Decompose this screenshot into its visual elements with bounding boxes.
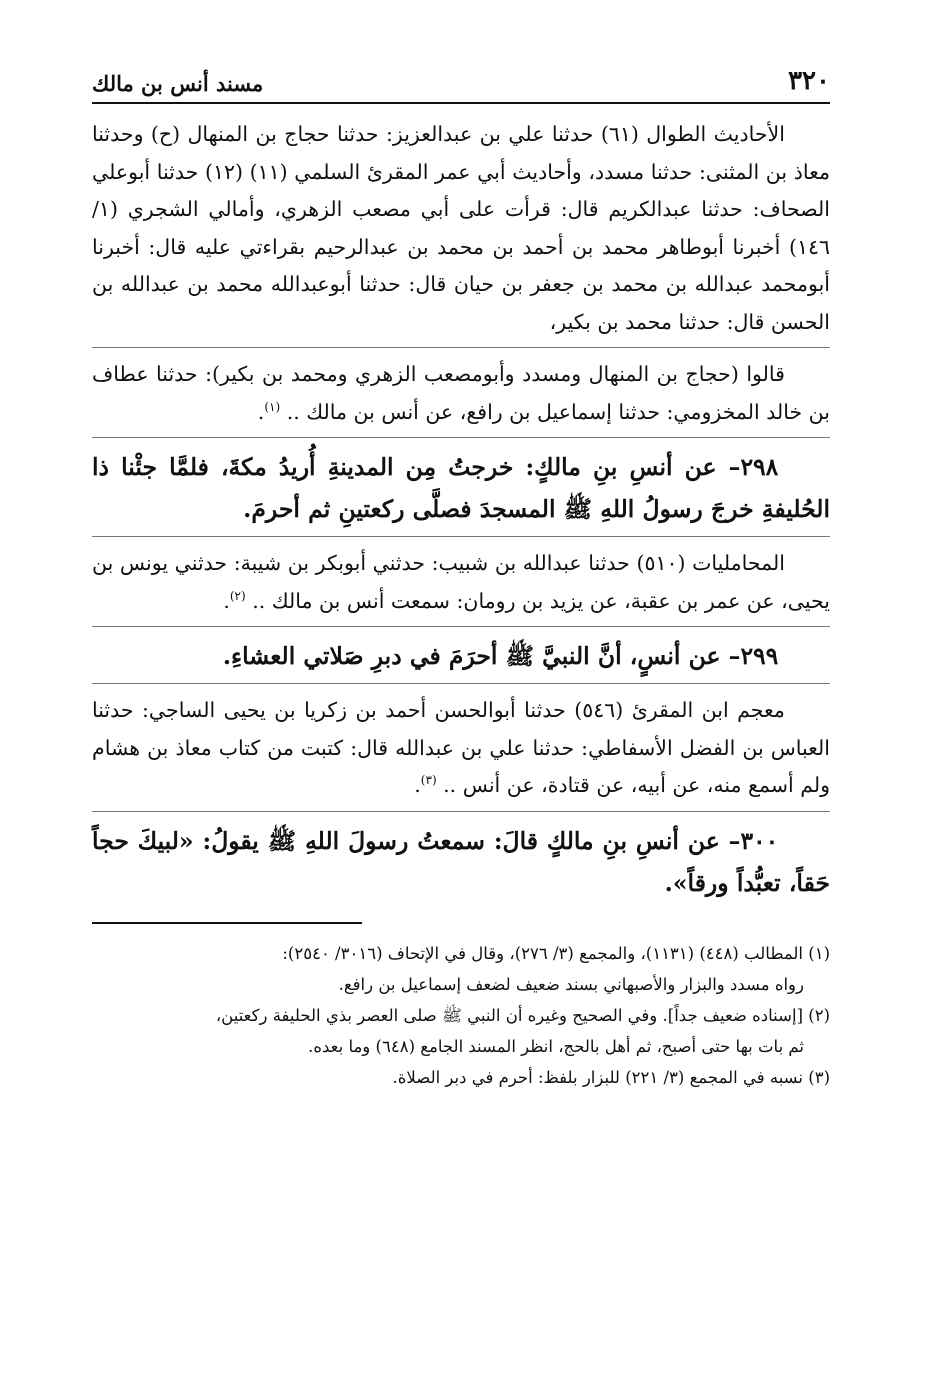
period: . — [414, 773, 421, 797]
paragraph-separator — [92, 347, 830, 348]
paragraph-separator — [92, 626, 830, 627]
chain-paragraph — [92, 356, 830, 431]
page-number: ٣٢٠ — [788, 66, 830, 96]
footnote-marker: (٣) — [420, 773, 437, 788]
footnote-marker: (١) — [264, 399, 281, 414]
source-text: معجم ابن المقرئ (٥٤٦) حدثنا أبوالحسن أحمد بن زكريا بن يحيى الساجي: حدثنا العباس بن الفضل الأسفاطي: حدثنا علي بن عبدالله قال: كتبت من كتاب معاذ بن هشام ولم أسمع منه، عن أبيه، عن قتادة، عن أنس .. — [92, 698, 830, 797]
footnote-rule — [92, 922, 362, 924]
footnote-line: (١) المطالب (٤٤٨) (١١٣١)، والمجمع (٣/ ٢٧٦)، وقال في الإتحاف (٣٠١٦/ ٢٥٤٠): — [282, 943, 830, 963]
chain-paragraph: الأحاديث الطوال (٦١) حدثنا علي بن عبدالعزيز: حدثنا حجاج بن المنهال (ح) وحدثنا معاذ بن المثنى: حدثنا مسدد، وأحاديث أبي عمر المقرئ السلمي (١١) (١٢) حدثنا أبوعلي الصحاف: حدثنا عبدالكريم قال: قرأت على أبي مصعب الزهري، وأمالي الشجري (١/ ١٤٦) أخبرنا أبوطاهر محمد بن أحمد بن محمد بن عبدالرحيم بقراءتي عليه قال: أخبرنا أبومحمد عبدالله بن محمد بن جعفر بن حيان قال: حدثنا أبوعبدالله محمد بن عبدالله بن الحسن قال: حدثنا محمد بن بكير، — [92, 122, 830, 334]
paragraph-separator — [92, 811, 830, 812]
paragraph-separator — [92, 536, 830, 537]
period: . — [257, 399, 265, 424]
hadith-text: ٣٠٠– عن أنسِ بنِ مالكٍ قالَ: سمعتُ رسولَ اللهِ ﷺ يقولُ: «لبيكَ حجاً حَقاً، تعبُّداً ورقاً». — [92, 826, 830, 897]
hadith-text: ٢٩٩– عن أنسٍ، أنَّ النبيَّ ﷺ أحرَمَ في دبرِ صَلاتي العشاءِ. — [222, 642, 779, 670]
paragraph-separator — [92, 437, 830, 438]
footnote-line: (٣) نسبه في المجمع (٣/ ٢٢١) للبزار بلفظ: أحرم في دبر الصلاة. — [392, 1067, 830, 1087]
footnotes — [92, 938, 830, 1093]
footnote-line: ثم بات بها حتى أصبح، ثم أهل بالحج، انظر المسند الجامع (٦٤٨) وما بعده. — [308, 1036, 804, 1056]
source-paragraph — [92, 692, 830, 805]
book-title: مسند أنس بن مالك — [92, 71, 264, 96]
source-paragraph — [92, 545, 830, 620]
footnote-marker: (٢) — [229, 588, 246, 603]
chain-text: قالوا (حجاج بن المنهال ومسدد وأبومصعب الزهري ومحمد بن بكير): حدثنا عطاف بن خالد المخزومي: حدثنا إسماعيل بن رافع، عن أنس بن مالك .. — [92, 362, 830, 424]
page-header — [92, 62, 830, 96]
source-text: المحامليات (٥١٠) حدثنا عبدالله بن شبيب: حدثني أبوبكر بن شيبة: حدثني يونس بن يحيى، عن عمر بن عقبة، عن يزيد بن رومان: سمعت أنس بن مالك .. — [92, 551, 830, 613]
paragraph-separator — [92, 683, 830, 684]
footnote-line: (٢) [إسناده ضعيف جداً]. وفي الصحيح وغيره أن النبي ﷺ صلى العصر بذي الحليفة ركعتين، — [215, 1005, 830, 1025]
period: . — [223, 588, 230, 613]
header-rule — [92, 102, 830, 104]
footnote-line: رواه مسدد والبزار والأصبهاني بسند ضعيف لضعف إسماعيل بن رافع. — [338, 974, 804, 994]
hadith-text: ٢٩٨– عن أنسِ بنِ مالكٍ: خرجتُ مِن المدينةِ أُريدُ مكةَ، فلمَّا جئْنا ذا الحُليفةِ خرجَ رسولُ اللهِ ﷺ المسجدَ فصلَّى ركعتينِ ثم أحرمَ. — [92, 453, 830, 523]
book-page — [92, 62, 830, 1093]
